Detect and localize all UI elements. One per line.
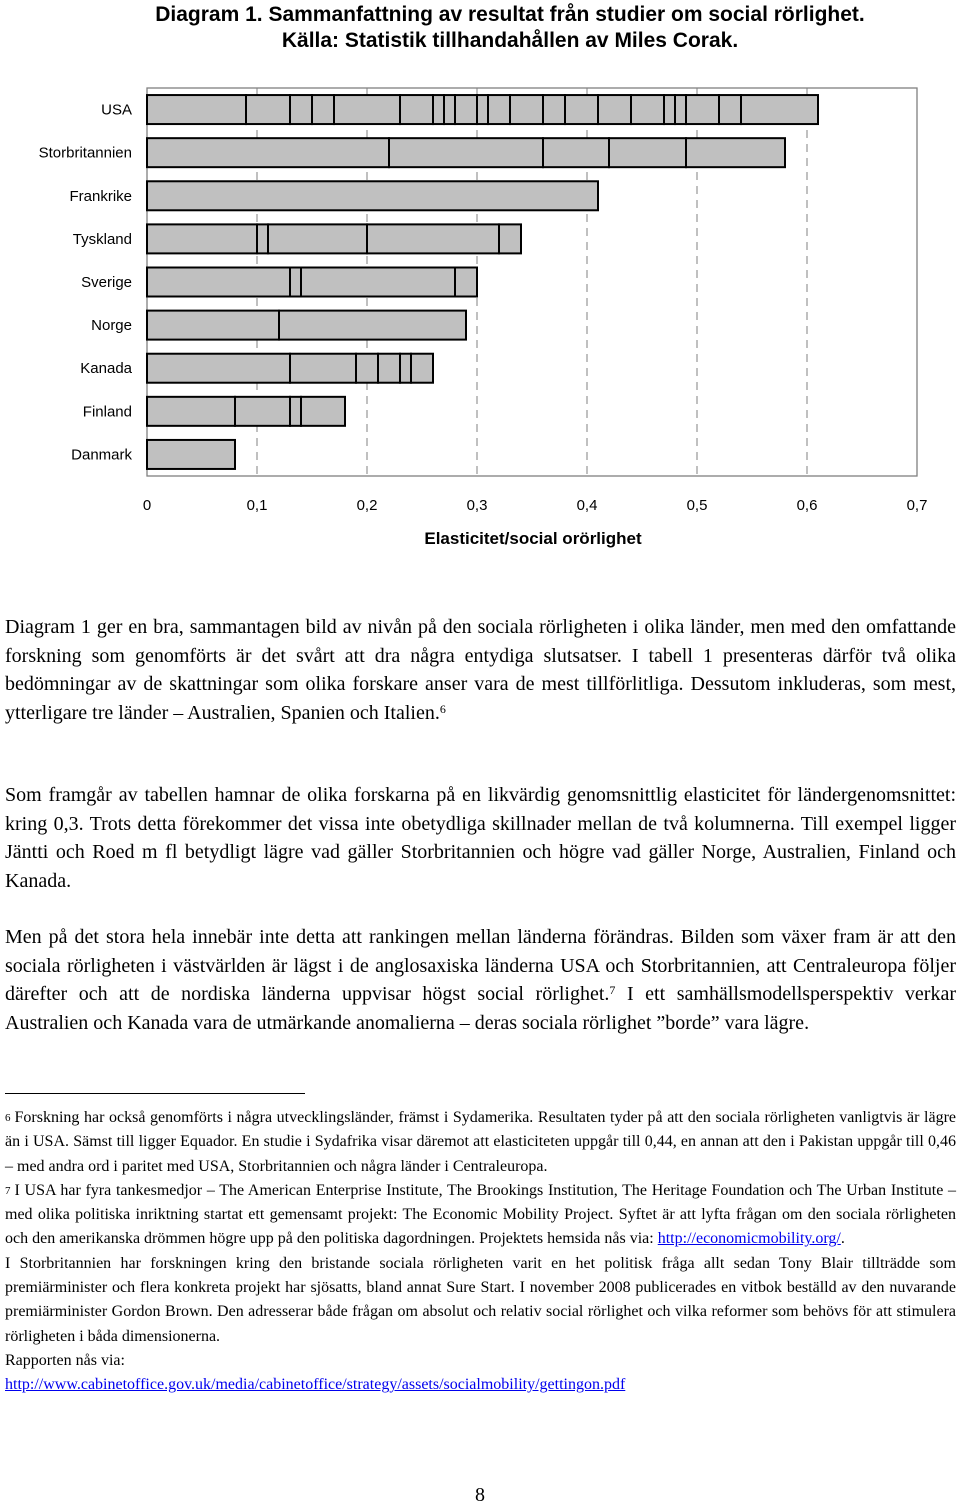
bar-segment <box>389 138 543 167</box>
bar-segment <box>147 397 235 426</box>
category-label: Kanada <box>80 360 132 378</box>
category-label: Norge <box>91 317 132 335</box>
footnote-ref-6[interactable]: 6 <box>439 701 446 716</box>
category-label: Frankrike <box>69 187 132 205</box>
bar-segment <box>455 268 477 297</box>
bar-segment <box>400 95 433 124</box>
bar-segment <box>543 138 609 167</box>
bar-segment <box>433 95 444 124</box>
bar-segment <box>675 95 686 124</box>
footnote-6: $^6$ Forskning har också genomförts i några utvecklingsländer, främst i Sydamerika. Resultaten tyder på att den sociala rörligheten vanligtvis är lägre än i USA. Sämst till ligger Equador. En studie i Sydafrika visar däremot att elasticiteten uppgår till 0,44, en annan att den i Pakistan uppgår till 0,46 – med andra ord i paritet med USA, Storbritannien och några länder i Centraleuropa. <box>5 1109 956 1175</box>
category-label: Finland <box>82 403 132 421</box>
paragraph-3: Men på det stora hela innebär inte detta att rankingen mellan länderna förändras. Bilden som växer fram är att den sociala rörligheten i västvärlden är lägst i de anglosaxiska länderna USA och Storbritannien, att Centraleuropa följer därefter och att de nordiska länderna uppvisar högst social rörlighet.$^7$ I ett samhällsmodellsperspektiv verkar Australien och Kanada vara de utmärkande anomalierna – deras sociala rörlighet ”borde” vara lägre. <box>5 926 956 1034</box>
bar-segment <box>301 397 345 426</box>
bar-segment <box>455 95 477 124</box>
bar-segment <box>147 440 235 469</box>
bar-segment <box>543 95 565 124</box>
report-label: Rapporten nås via: <box>5 1351 125 1369</box>
bar-segment <box>631 95 664 124</box>
bar-segment <box>290 268 301 297</box>
bar-segment <box>147 181 598 210</box>
footnote-separator <box>5 1093 305 1094</box>
bar-segment <box>290 397 301 426</box>
bar-segment <box>565 95 598 124</box>
bar-segment <box>510 95 543 124</box>
bar-segment <box>378 354 400 383</box>
x-tick-label: 0 <box>142 497 152 514</box>
bar-segment <box>477 95 488 124</box>
bar-segment <box>147 354 290 383</box>
bar-segment <box>147 95 246 124</box>
bar-segment <box>609 138 686 167</box>
bar-segment <box>246 95 290 124</box>
cabinetoffice-link[interactable]: http://www.cabinetoffice.gov.uk/media/cabinetoffice/strategy/assets/socialmobility/gettingon.pdf <box>5 1376 626 1394</box>
bar-segment <box>356 354 378 383</box>
x-tick-label: 0,4 <box>576 497 598 514</box>
bar-segment <box>279 311 466 340</box>
bar-segment <box>147 311 279 340</box>
category-label: Sverige <box>81 274 132 291</box>
bar-segment <box>686 138 785 167</box>
x-tick-labels <box>143 497 928 514</box>
bar-segment <box>235 397 290 426</box>
bar-segment <box>301 268 455 297</box>
bar-segment <box>147 224 257 253</box>
footnotes <box>5 1106 956 1398</box>
bar-segment <box>290 354 356 383</box>
category-label: USA <box>101 101 132 119</box>
x-tick-label: 0,6 <box>796 497 818 514</box>
bar-segment <box>741 95 818 124</box>
bar-chart <box>0 78 960 568</box>
footnote-ref-7[interactable]: 7 <box>609 983 616 997</box>
bar-segment <box>334 95 400 124</box>
page-number: 8 <box>475 1484 485 1506</box>
bar-segment <box>598 95 631 124</box>
x-tick-label: 0,1 <box>246 497 268 514</box>
category-label: Danmark <box>71 446 132 464</box>
category-labels <box>39 102 133 464</box>
x-axis-label: Elasticitet/social orörlighet <box>424 529 642 548</box>
paragraph-1: Diagram 1 ger en bra, sammantagen bild av nivån på den sociala rörligheten i olika länder, men med den omfattande forskning som genomförts är det svårt att dra några entydiga slutsatser. I tabell 1 presenteras därför två olika bedömningar av de skattningar som olika forskare anser vara de mest tillförlitliga. Dessutom inkluderas, som mest, ytterligare tre länder – Australien, Spanien och Italien.$^6$ <box>5 616 956 724</box>
x-tick-label: 0,5 <box>686 497 708 514</box>
bar-segment <box>488 95 510 124</box>
bar-segment <box>268 224 367 253</box>
bar-segment <box>147 268 290 297</box>
bar-segment <box>400 354 411 383</box>
economicmobility-link[interactable]: http://economicmobility.org/ <box>657 1230 841 1248</box>
x-tick-label: 0,2 <box>356 497 378 514</box>
bar-segment <box>444 95 455 124</box>
bar-segment <box>312 95 334 124</box>
bar-segment <box>664 95 675 124</box>
footnote-7: $^7$ I USA har fyra tankesmedjor – The American Enterprise Institute, The Brookings Institution, The Heritage Foundation och The Urban Institute – med olika politiska inriktning startat ett gemensamt projekt: The Economic Mobility Project. Syftet är att lyfta frågan om den sociala rörligheten och den amerikanska drömmen högre upp på den politiska dagordningen. Projektets hemsida nås via: http://economicmobility.org/. <box>5 1181 956 1248</box>
bar-segment <box>367 224 499 253</box>
bar-segment <box>499 224 521 253</box>
bar-segment <box>686 95 719 124</box>
x-tick-label: 0,7 <box>906 497 928 514</box>
paragraph-2: Som framgår av tabellen hamnar de olika forskarna på en likvärdig genomsnittlig elasticitet för ländergenomsnittet: kring 0,3. Trots detta förekommer det vissa inte obetydliga skillnader mellan de två kolumnerna. Till exempel ligger Jäntti och Roed m fl betydligt lägre vad gäller Storbritannien och högre vad gäller Norge, Australien, Finland och Kanada. <box>5 784 956 892</box>
bar-segment <box>290 95 312 124</box>
category-label: Storbritannien <box>38 144 132 162</box>
bar-segment <box>719 95 741 124</box>
x-tick-label: 0,3 <box>466 497 488 514</box>
category-label: Tyskland <box>72 230 132 248</box>
bar-segment <box>411 354 433 383</box>
chart-title: Diagram 1. Sammanfattning av resultat från studier om social rörlighet. Källa: Statistik tillhandahållen av Miles Corak. <box>155 3 865 52</box>
bars <box>147 95 818 469</box>
bar-segment <box>257 224 268 253</box>
footnote-uk: I Storbritannien har forskningen kring den bristande sociala rörligheten varit en het politisk fråga allt sedan Tony Blair tillträdde som premiärminister och flera konkreta projekt har sjösatts, bland annat Sure Start. I november 2008 publicerades en vitbok beställd av den nuvarande premiärminister Gordon Brown. Den adresserar både frågan om absolut och relativ social rörlighet och vilka reformer som behövs för att stimulera rörligheten i båda dimensionerna. <box>5 1254 956 1345</box>
bar-segment <box>147 138 389 167</box>
